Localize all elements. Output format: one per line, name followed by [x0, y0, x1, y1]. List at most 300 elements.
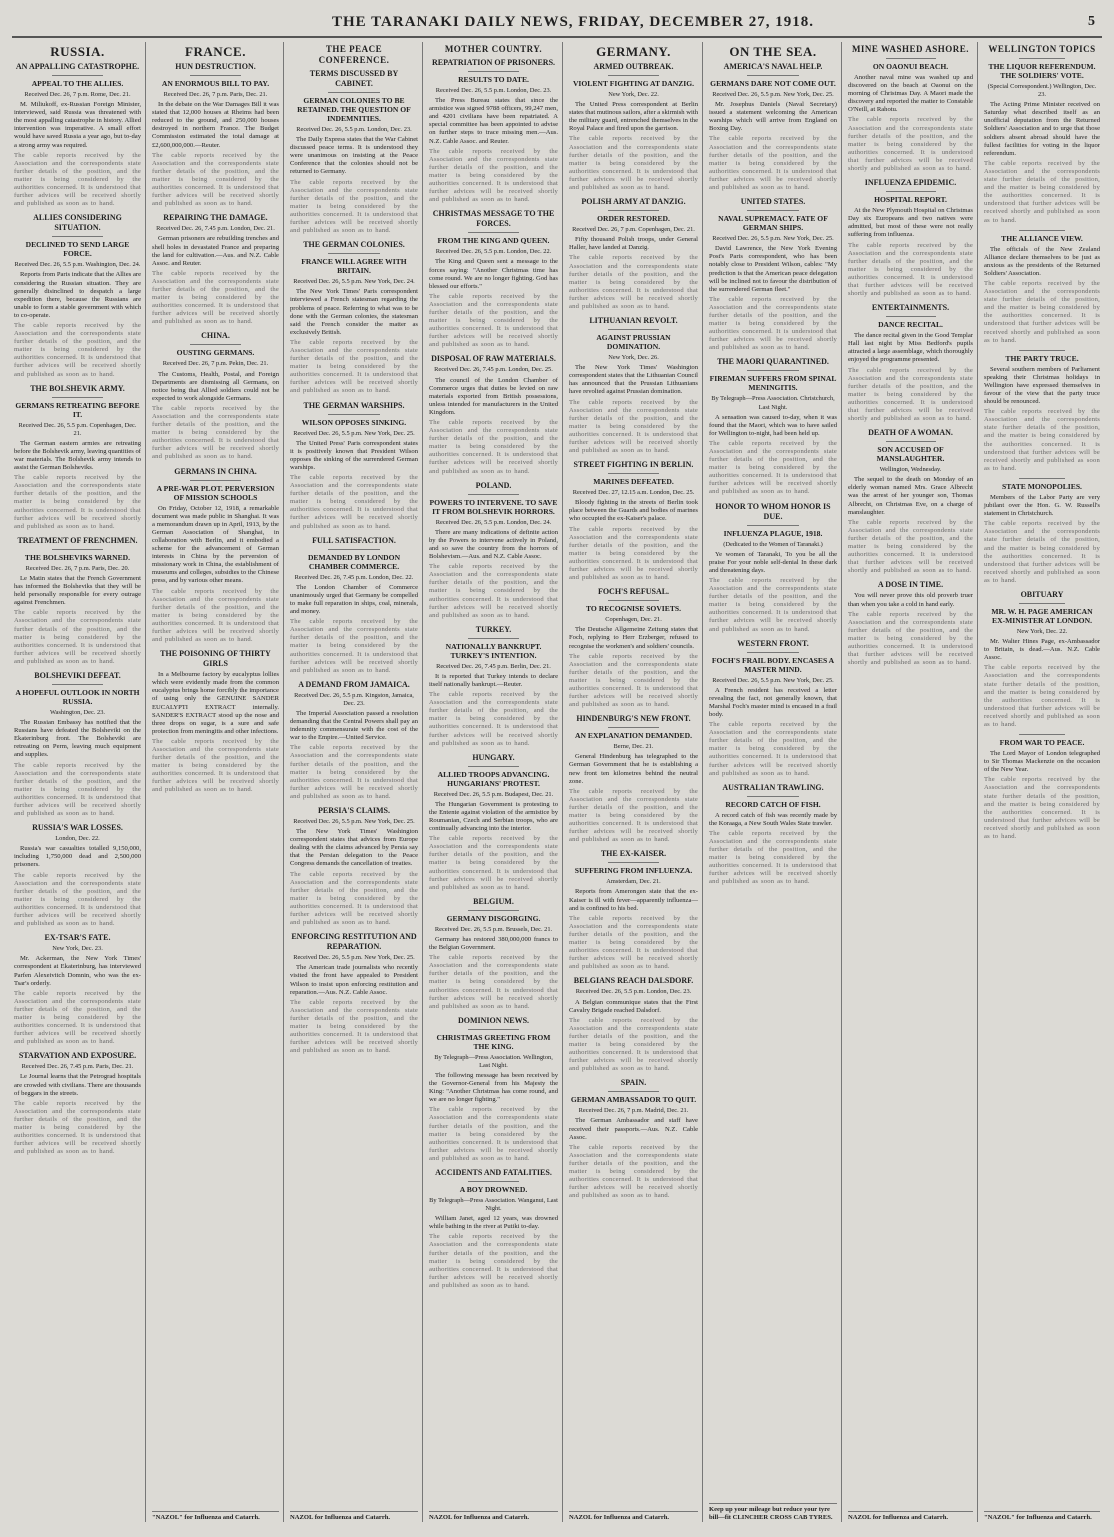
article-body: In a Melbourne factory by eucalyptus lollies which were evidently made from the common eucalyptus brings home forcibly the importance of using only the GENUINE SANDER EUCALYPTI EXTRACT internally. SANDER'S EXTRACT stood up the nose and three drops on sugar, is a sure and safe protection from meningitis and other infections. — [152, 671, 279, 735]
column-8 — [980, 42, 1104, 1522]
article-subheading: FROM WAR TO PEACE. — [999, 738, 1085, 748]
text-texture: The cable reports received by the Association and the correspondents state further details of the position, and the matter is being considered by the authorities concerned. It is understood that further advices will be received shortly and published as soon as to hand. — [569, 787, 698, 844]
article-body: The London Chamber of Commerce unanimously urged that Germany be compelled to make full reparation in ships, coal, minerals, and money. — [290, 583, 418, 616]
text-texture: The cable reports received by the Association and the correspondents state further details of the position, and the matter is being considered by the authorities concerned. It is understood that further advices will be received shortly and published as soon as to hand. — [569, 135, 698, 192]
article — [152, 649, 279, 794]
column-heading: ON THE SEA. — [729, 44, 817, 59]
article-dateline: Received Dec. 26, 7.45 p.m. Paris, Dec. 21. — [21, 1063, 134, 1071]
article-dateline: Received Dec. 26, 5.5 p.m. New York, Dec. 25. — [293, 429, 415, 437]
text-texture: The cable reports received by the Association and the correspondents state further details of the position, and the matter is being considered by the authorities concerned. It is understood that further advices will be received shortly and published as soon as to hand. — [984, 279, 1100, 344]
article-body: German prisoners are rebuilding trenches and shell holes in devastated France and preparing the land for cultivation.—Aus. and N.Z. Cable Assoc. and Reuter. — [152, 235, 279, 267]
article — [429, 753, 558, 892]
article-body: The Russian Embassy has notified that the Russians have defeated the Bolsheviki on the Ekaterinburg front. The Bolsheviki are retreating on Perm, leaving much equipment and supplies. — [14, 719, 141, 759]
article-subheading: NAVAL SUPREMACY. FATE OF GERMAN SHIPS. — [718, 214, 828, 233]
article-subheading: OUSTING GERMANS. — [176, 348, 255, 358]
article-dateline: By Telegraph—Press Association. Christchurch, Last Night. — [711, 395, 835, 411]
article-dateline: Received Dec. 26, 7.45 p.m. London, Dec. 22. — [294, 573, 414, 581]
article — [14, 671, 141, 818]
column-heading: RUSSIA. — [50, 44, 105, 59]
article-subheading: FIREMAN SUFFERS FROM SPINAL MENINGITIS. — [709, 374, 837, 393]
article-subheading: DECLINED TO SEND LARGE FORCE. — [25, 240, 130, 259]
text-texture: The cable reports received by the Association and the correspondents state further details of the position, and the matter is being considered by the authorities concerned. It is understood that further advices will be received shortly and published as soon as to hand. — [709, 295, 837, 352]
text-texture: The cable reports received by the Association and the correspondents state further details of the position, and the matter is being considered by the authorities concerned. It is understood that further advices will be received shortly and published as soon as to hand. — [429, 691, 558, 747]
article-body: You will never prove this old proverb truer than when you take a cold in hand early. — [848, 592, 973, 608]
article-dateline: Copenhagen, Dec. 21. — [605, 616, 662, 624]
text-texture: The cable reports received by the Association and the correspondents state further details of the position, and the matter is being considered by the authorities concerned. It is understood that further advices will be received shortly and published as soon as to hand. — [848, 518, 973, 575]
article-dateline: Received Dec. 26, 5.5 p.m. London, Dec. 24. — [435, 518, 552, 526]
article-dateline: New York, Dec. 22. — [1016, 627, 1068, 635]
article-headline: BELGIANS REACH DALSDORF. — [573, 976, 694, 986]
article — [14, 933, 141, 1046]
text-texture: The cable reports received by the Association and the correspondents state further details of the position, and the matter is being considered by the authorities concerned. It is understood that further advices will be received shortly and published as soon as to hand. — [14, 1099, 141, 1156]
column-1 — [10, 42, 146, 1522]
article-subheading: VIOLENT FIGHTING AT DANZIG. — [572, 79, 695, 88]
article-headline: UNITED STATES. — [740, 197, 806, 207]
article — [429, 897, 558, 1011]
article-headline: INFLUENZA EPIDEMIC. — [864, 178, 957, 188]
text-texture: The cable reports received by the Association and the correspondents state further details of the position, and the matter is being considered by the authorities concerned. It is understood that further advices will be received shortly and published as soon as to hand. — [14, 871, 141, 928]
masthead-title: THE TARANAKI DAILY NEWS, FRIDAY, DECEMBER 27, 1918. — [332, 14, 815, 30]
article — [984, 230, 1100, 345]
article — [429, 209, 558, 349]
article-body: A record catch of fish was recently made by the Koraaga, a New South Wales State trawler. — [709, 811, 837, 827]
article-headline: A DEMAND FROM JAMAICA. — [298, 679, 410, 689]
article — [709, 62, 837, 192]
article-body: In the debate on the War Damages Bill it was stated that 12,000 houses at Rheims had been reduced to the ground, and 250,000 houses destroyed in northern France. The Budget Commission estimated the total damage at £2,600,000,000.—Reuter. — [152, 101, 279, 149]
article-dateline: Received Dec. 26, 5.5 p.m. Budapest, Dec. 21. — [433, 790, 554, 798]
article-body: William Janet, aged 12 years, was drowned while bathing in the river at Putiki to-day. — [429, 1215, 558, 1231]
article-headline: TERMS DISCUSSED BY CABINET. — [309, 69, 399, 88]
article-body: The Hungarian Government is protesting to the Entente against violation of the armistice by Roumanian, Czech and Serbian troops, who are continually advancing into the interior. — [429, 800, 558, 833]
article — [429, 481, 558, 620]
article-body: The Lord Mayor of London telegraphed to Sir Thomas Mackenzie on the occasion of the New Year. — [984, 750, 1100, 774]
article-dateline: Received Dec. 26, 5.5 p.m. New York, Dec. 25. — [293, 954, 415, 962]
article-dateline: (Dedicated to the Women of Taranaki.) — [723, 540, 823, 548]
column-heading: FRANCE. — [185, 44, 246, 59]
article — [14, 536, 141, 666]
text-texture: The cable reports received by the Association and the correspondents state further details of the position, and the matter is being considered by the authorities concerned. It is understood that further advices will be received shortly and published as soon as to hand. — [569, 254, 698, 310]
article — [290, 806, 418, 927]
article-dateline: Received Dec. 26, 5.5 p.m. London, Dec. 22. — [435, 248, 552, 256]
advertisement: NAZOL for Influenza and Catarrh. — [429, 1511, 558, 1522]
article-dateline: Washington, Dec. 23. — [49, 708, 106, 716]
article-headline: ALLIES CONSIDERING SITUATION. — [33, 213, 122, 233]
newspaper-columns — [10, 42, 1104, 1522]
article-dateline: London, Dec. 22. — [55, 835, 100, 843]
article — [290, 240, 418, 395]
article-subheading: SUFFERING FROM INFLUENZA. — [574, 866, 693, 876]
article-subheading: FOCH'S FRAIL BODY. ENCASES A MASTER MIND. — [711, 655, 835, 674]
article-body: Another naval mine was washed up and discovered on the beach at Oaonui on the morning of Christmas Day. A Maori made the discovery and reported the matter to Constable O'Neill, at Rahotu. — [848, 74, 973, 114]
advertisement: NAZOL for Influenza and Catarrh. — [290, 1511, 418, 1522]
article-subheading: AGAINST PRUSSIAN DOMINATION. — [596, 333, 671, 352]
article-subheading: A PRE-WAR PLOT. PERVERSION OF MISSION SCHOOLS — [156, 483, 275, 502]
text-texture: The cable reports received by the Association and the correspondents state further details of the position, and the matter is being considered by the authorities concerned. It is understood that further advices will be received shortly and published as soon as to hand. — [14, 609, 141, 665]
article-subheading: HOSPITAL REPORT. — [874, 195, 947, 205]
article-headline: OBITUARY — [1020, 589, 1064, 599]
text-texture: The cable reports received by the Association and the correspondents state further details of the position, and the matter is being considered by the authorities concerned. It is understood that further advices will be received shortly and published as soon as to hand. — [984, 408, 1100, 472]
article — [848, 580, 973, 667]
article-headline: POLAND. — [475, 480, 512, 490]
article-body: Russia's war casualties totalled 9,150,000, including 1,750,000 dead and 2,500,000 prisoners. — [14, 845, 141, 869]
article-body: Reports from Amerongen state that the ex-Kaiser is ill with fever—apparently influenza—and is confined to his bed. — [569, 888, 698, 912]
column-4 — [425, 42, 563, 1522]
article-body: The Deutsche Allgemeine Zeitung states that Foch, replying to Herr Erzberger, refused to recognise the workmen's and soldiers' councils. — [569, 626, 698, 650]
article-body: Mr. Walter Hines Page, ex-Ambassador to Britain, is dead.—Aus. N.Z. Cable Assoc. — [984, 638, 1100, 662]
article — [848, 303, 973, 423]
article-headline: DEATH OF A WOMAN. — [868, 428, 953, 438]
article-dateline: Received Dec. 26, 5.5 p.m. Kingston, Jamaica, Dec. 23. — [294, 691, 414, 707]
article — [152, 467, 279, 645]
text-texture: The cable reports received by the Association and the correspondents state further details of the position, and the matter is being considered by the authorities concerned. It is understood that further advices will be received shortly and published as soon as to hand. — [569, 652, 698, 709]
text-texture: The cable reports received by the Association and the correspondents state further details of the position, and the matter is being considered by the authorities concerned. It is understood that further advices will be received shortly and published as soon as to hand. — [709, 135, 837, 192]
article — [984, 734, 1100, 841]
column-heading: MOTHER COUNTRY. — [444, 44, 543, 54]
article — [984, 58, 1100, 225]
text-texture: The cable reports received by the Association and the correspondents state further details of the position, and the matter is being considered by the authorities concerned. It is understood that further advices will be received shortly and published as soon as to hand. — [429, 835, 558, 891]
article-body: It is reported that Turkey intends to declare itself nationally bankrupt.—Reuter. — [429, 672, 558, 688]
article — [848, 428, 973, 575]
article — [152, 331, 279, 461]
article — [152, 213, 279, 326]
article — [569, 62, 698, 192]
text-texture: The cable reports received by the Association and the correspondents state further details of the position, and the matter is being considered by the authorities concerned. It is understood that further advices will be received shortly and published as soon as to hand. — [429, 292, 558, 349]
article-subheading: ORDER RESTORED. — [597, 214, 670, 224]
article-dateline: Berne, Dec. 21. — [613, 743, 654, 751]
article-subheading: GERMAN AMBASSADOR TO QUIT. — [570, 1095, 697, 1105]
article-body: There are many indications of definite action by the Powers to intervene actively in Poland, and so save the country from the horrors of Bolshevism.—Aus. and N.Z. Cable Assoc. — [429, 528, 558, 561]
column-2 — [148, 42, 284, 1522]
article-headline: STREET FIGHTING IN BERLIN. — [573, 460, 694, 470]
article-body: A sensation was caused to-day, when it was found that the Maori, which was to have sailed for Wellington to-night, had been held up. — [709, 413, 837, 437]
article-headline: FOCH'S REFUSAL. — [597, 587, 670, 597]
article-headline: PERSIA'S CLAIMS. — [317, 806, 390, 815]
article-dateline: Received Dec. 27, 12.15 a.m. London, Dec. 25. — [572, 489, 695, 497]
text-texture: The cable reports received by the Association and the correspondents state further details of the position, and the matter is being considered by the authorities concerned. It is understood that further advices will be received shortly and published as soon as to hand. — [290, 474, 418, 530]
article-headline: HONOR TO WHOM HONOR IS DUE. — [715, 501, 831, 521]
article-headline: THE EX-KAISER. — [600, 849, 667, 859]
article — [569, 460, 698, 582]
article-headline: STARVATION AND EXPOSURE. — [18, 1051, 137, 1061]
text-texture: The cable reports received by the Association and the correspondents state further details of the position, and the matter is being considered by the authorities concerned. It is understood that further advices will be received shortly and published as soon as to hand. — [848, 366, 973, 423]
text-texture: The cable reports received by the Association and the correspondents state further details of the position, and the matter is being considered by the authorities concerned. It is understood that further advices will be received shortly and published as soon as to hand. — [152, 404, 279, 461]
article-dateline: Received Dec. 26, 7 p.m. Rome, Dec. 21. — [24, 91, 131, 98]
text-texture: The cable reports received by the Association and the correspondents state further details of the position, and the matter is being considered by the authorities concerned. It is understood that further advices will be received shortly and published as soon as to hand. — [848, 241, 973, 298]
article-subheading: POWERS TO INTERVENE. TO SAVE IT FROM BOLSHEVIK HORRORS. — [429, 497, 558, 516]
article-body: The Imperial Association passed a resolution demanding that the Central Powers shall pay an indemnity commensurate with the cost of the war to the Empire.—United Service. — [290, 709, 418, 742]
article-body: M. Miliukoff, ex-Russian Foreign Minister, interviewed, said Russia was threatened with the most appalling catastrophe in history. Allied intervention was imperative. A small effort would have saved Russia a year ago, but to-day a strong army was required. — [14, 101, 141, 149]
article — [14, 823, 141, 928]
article — [290, 680, 418, 801]
article-subheading: ON OAONUI BEACH. — [872, 62, 949, 71]
article-body: The American trade journalists who recently visited the front have appealed to President Wilson to insist upon enforcing restitution and reparation.—Aus. N.Z. Cable Assoc. — [290, 964, 418, 996]
article-headline: TURKEY. — [475, 624, 512, 634]
article — [290, 69, 418, 235]
text-texture: The cable reports received by the Association and the correspondents state further details of the position, and the matter is being considered by the authorities concerned. It is understood that further advices will be received shortly and published as soon as to hand. — [429, 419, 558, 475]
article-body: A French resident has received a letter revealing the fact, not generally known, that Marshal Foch's master mind is encased in a frail body. — [709, 686, 837, 718]
article-subheading: AN ENORMOUS BILL TO PAY. — [161, 79, 270, 88]
article-body: At the New Plymouth Hospital on Christmas Day six Europeans and two natives were admitted, but most of these were not really suffering from influenza. — [848, 207, 973, 239]
article-headline: BELGIUM. — [473, 896, 514, 906]
article-subheading: GERMANY DISGORGING. — [446, 913, 541, 923]
article-body: The officials of the New Zealand Alliance declare themselves to be just as anxious as the presidents of the Returned Soldiers' Association. — [984, 245, 1100, 277]
column-heading: THE PEACE CONFERENCE. — [318, 44, 390, 65]
article-body: On Friday, October 12, 1918, a remarkable document was made public in Shanghai. It was a memorandum drawn up in April, 1913, by the German Association of Shanghai, in collaboration with Berlin, and it embodied a scheme for the advancement of German interests in China by the perversion of missionary work in China, the establishment of museums and colleges, subsidies to the Chinese press, and by various other means. — [152, 504, 279, 585]
article-subheading: STATE MONOPOLIES. — [1002, 481, 1082, 491]
text-texture: The cable reports received by the Association and the correspondents state further details of the position, and the matter is being considered by the authorities concerned. It is understood that further advices will be received shortly and published as soon as to hand. — [290, 998, 418, 1055]
article-subheading: MARINES DEFEATED. — [593, 477, 674, 487]
article-dateline: Amsterdam, Dec. 21. — [606, 878, 661, 886]
text-texture: The cable reports received by the Association and the correspondents state further details of the position, and the matter is being considered by the authorities concerned. It is understood that further advices will be received shortly and published as soon as to hand. — [709, 829, 837, 886]
article — [429, 1016, 558, 1163]
article-dateline: Received Dec. 26, 7.45 p.m. London, Dec. 25. — [434, 366, 553, 374]
article-dateline: By Telegraph—Press Association. Wanganui, Last Night. — [429, 1197, 558, 1213]
article-subheading: THE LIQUOR REFERENDUM. THE SOLDIERS' VOTE. — [988, 62, 1096, 80]
text-texture: The cable reports received by the Association and the correspondents state further details of the position, and the matter is being considered by the authorities concerned. It is understood that further advices will be received shortly and published as soon as to hand. — [984, 776, 1100, 841]
article-dateline: By Telegraph—Press Association. Wellington, Last Night. — [434, 1053, 553, 1069]
article — [709, 639, 837, 778]
article-dateline: Received Dec. 26, 5.5 p.m. New York, Dec. 25. — [712, 91, 834, 98]
article-headline: TREATMENT OF FRENCHMEN. — [17, 535, 138, 545]
article-body: Mr. Ackerman, the New York Times' correspondent at Ekaterinburg, has interviewed Parfen Alexeivitch Domnin, who was the ex-Tsar's orderly. — [14, 955, 141, 987]
article — [984, 590, 1100, 729]
article — [984, 350, 1100, 473]
text-texture: The cable reports received by the Association and the correspondents state further details of the position, and the matter is being considered by the authorities concerned. It is understood that further advices will be received shortly and published as soon as to hand. — [569, 1143, 698, 1200]
column-heading: WELLINGTON TOPICS — [988, 44, 1096, 54]
article-headline: FULL SATISFACTION. — [312, 535, 396, 545]
text-texture: The cable reports received by the Association and the correspondents state further details of the position, and the matter is being considered by the authorities concerned. It is understood that further advices will be received shortly and published as soon as to hand. — [152, 737, 279, 794]
article-headline: CHRISTMAS MESSAGE TO THE FORCES. — [432, 209, 555, 229]
article-body: The following message has been received by the Governor-General from his Majesty the King: "Another Christmas has come round, and we are no longer fighting." — [429, 1071, 558, 1104]
article-body: Several southern members of Parliament speaking their Christmas holidays in Wellington have expressed themselves in favour of the view that the party truce should be renounced. — [984, 365, 1100, 406]
article-headline: ACCIDENTS AND FATALITIES. — [435, 1168, 552, 1177]
article-body: Bloody fighting in the streets of Berlin took place between the Guards and bodies of marines who occupied the ex-Kaiser's palace. — [569, 499, 698, 523]
advertisement: Keep up your mileage but reduce your tyre bill—fit CLINCHER CROSS CAB TYRES. — [709, 1503, 837, 1522]
article-subheading: AN EXPLANATION DEMANDED. — [575, 731, 692, 741]
article-dateline: Received Dec. 26, 5.5 p.m. Washington, Dec. 24. — [14, 261, 141, 269]
article-body: The dance recital given in the Good Templar Hall last night by Miss Bedford's pupils attracted a large assemblage, which thoroughly enjoyed the programme presented. — [848, 332, 973, 364]
article-subheading: APPEAL TO THE ALLIES. — [31, 79, 124, 88]
article-subheading: A BOY DROWNED. — [459, 1185, 528, 1194]
article-body: The New York Times' Washington correspondent states that the Lithuanian Council has announced that the Prussian Lithuanians have revolted against Prussian domination. — [569, 364, 698, 396]
article — [569, 316, 698, 455]
article-subheading: DANCE RECITAL. — [878, 320, 943, 330]
article-headline: THE MAORI QUARANTINED. — [717, 357, 829, 367]
article-dateline: Received Dec. 26, 7 p.m. Madrid, Dec. 21. — [578, 1107, 689, 1115]
article-dateline: Received Dec. 26, 7 p.m. Copenhagen, Dec. 21. — [572, 226, 695, 234]
article-subheading: INFLUENZA PLAGUE, 1918. — [723, 528, 823, 538]
text-texture: The cable reports received by the Association and the correspondents state further details of the position, and the matter is being considered by the authorities concerned. It is understood that further advices will be received shortly and published as soon as to hand. — [709, 576, 837, 633]
text-texture: The cable reports received by the Association and the correspondents state further details of the position, and the matter is being considered by the authorities concerned. It is understood that further advices will be received shortly and published as soon as to hand. — [14, 321, 141, 378]
article — [848, 178, 973, 298]
text-texture: The cable reports received by the Association and the correspondents state further details of the position, and the matter is being considered by the authorities concerned. It is understood that further advices will be received shortly and published as soon as to hand. — [290, 178, 418, 235]
page-number: 5 — [1088, 14, 1096, 29]
article-dateline: Received Dec. 26, 7.45 p.m. London, Dec. 21. — [156, 225, 275, 233]
article — [290, 401, 418, 531]
article-headline: HINDENBURG'S NEW FRONT. — [576, 714, 691, 724]
advertisement: "NAZOL" for Influenza and Catarrh. — [984, 1511, 1100, 1522]
text-texture: The cable reports received by the Association and the correspondents state further details of the position, and the matter is being considered by the authorities concerned. It is understood that further advices will be received shortly and published as soon as to hand. — [14, 989, 141, 1046]
article-headline: REPAIRING THE DAMAGE. — [163, 213, 268, 223]
advertisement: NAZOL for Influenza and Catarrh. — [848, 1511, 973, 1522]
article-headline: DISPOSAL OF RAW MATERIALS. — [431, 354, 556, 364]
article-body: Germany has restored 380,000,000 francs to the Belgian Government. — [429, 935, 558, 952]
article — [290, 932, 418, 1055]
text-texture: The cable reports received by the Association and the correspondents state further details of the position, and the matter is being considered by the authorities concerned. It is understood that further advices will be received shortly and published as soon as to hand. — [152, 269, 279, 326]
article — [14, 1051, 141, 1156]
column-3 — [286, 42, 423, 1522]
article-subheading: THE ALLIANCE VIEW. — [1001, 233, 1083, 243]
article-dateline: Received Dec. 26, 7 p.m. Pekin, Dec. 21. — [162, 360, 269, 368]
article-body: The council of the London Chamber of Commerce urges that duties be levied on raw materials exported from British possessions, unless intended for manufacturers in the United Kingdom. — [429, 376, 558, 416]
article — [709, 197, 837, 352]
article-dateline: Received Dec. 26, 5.5 p.m. New York, Dec. 25. — [293, 818, 415, 825]
article — [14, 384, 141, 531]
text-texture: The cable reports received by the Association and the correspondents state further details of the position, and the matter is being considered by the authorities concerned. It is understood that further advices will be received shortly and published as soon as to hand. — [569, 525, 698, 582]
article-subheading: FRANCE WILL AGREE WITH BRITAIN. — [301, 257, 407, 276]
article-headline: HUN DESTRUCTION. — [175, 62, 256, 71]
advertisement: NAZOL for Influenza and Catarrh. — [569, 1511, 698, 1522]
article-headline: POLISH ARMY AT DANZIG. — [581, 197, 686, 207]
article-headline: REPATRIATION OF PRISONERS. — [431, 58, 556, 67]
article-dateline: Received Dec. 26, 5.5 p.m. London, Dec. 23. — [296, 126, 412, 133]
article-body: Reports from Paris indicate that the Allies are considering the Russian situation. They are generally disinclined to despatch a large expedition there, because the Russians are unable to form a stable government with which to co-operate. — [14, 271, 141, 319]
article — [569, 1078, 698, 1200]
article-body: The German eastern armies are retreating before the Bolshevik army, leaving quantities of war materials. The Bolshevik army intends to assist the German Bolsheviks. — [14, 439, 141, 472]
article-body: David Lawrence, the New York Evening Post's Paris correspondent, who has been notably close to President Wilson, cables: "My prediction is that the American peace delegation will be inclined not to favour the distribution of the surrendered German fleet." — [709, 245, 837, 293]
article — [14, 213, 141, 378]
article-subheading: FROM THE KING AND QUEEN. — [437, 236, 550, 246]
article-subheading: RESULTS TO DATE. — [458, 75, 529, 84]
article-subheading: A HOPEFUL OUTLOOK IN NORTH RUSSIA. — [15, 687, 140, 706]
article-body: Mr. Josephus Daniels (Naval Secretary) issued a statement welcoming the American warships which will arrive from England on Boxing Day. — [709, 101, 837, 133]
text-texture: The cable reports received by the Association and the correspondents state further details of the position, and the matter is being considered by the authorities concerned. It is understood that further advices will be received shortly and published as soon as to hand. — [14, 151, 141, 208]
article-headline: AUSTRALIAN TRAWLING. — [722, 782, 824, 792]
article-headline: WESTERN FRONT. — [737, 638, 809, 648]
article-subheading: CHRISTMAS GREETING FROM THE KING. — [436, 1032, 551, 1051]
article — [984, 478, 1100, 585]
column-7 — [844, 42, 978, 1522]
article-subheading: GERMANS DARE NOT COME OUT. — [710, 79, 836, 88]
article-body: Members of the Labor Party are very jubilant over the Hon. G. W. Russell's statement in Christchurch. — [984, 493, 1100, 518]
article-body: The United Press' Paris correspondent states it is positively known that President Wilson opposes the sinking of the surrendered German warships. — [290, 439, 418, 471]
text-texture: The cable reports received by the Association and the correspondents state further details of the position, and the matter is being considered by the authorities concerned. It is understood that further advices will be received shortly and published as soon as to hand. — [709, 721, 837, 777]
article-body: The Daily Express states that the War Cabinet discussed peace terms. It is understood they were unanimous on insisting at the Peace Conference that the colonies should not be returned to Germany. — [290, 136, 418, 176]
article-dateline: New York, Dec. 22. — [608, 91, 659, 98]
article-dateline: Received Dec. 26, 7.45 p.m. Berlin, Dec. 21. — [436, 662, 551, 670]
text-texture: The cable reports received by the Association and the correspondents state further details of the position, and the matter is being considered by the authorities concerned. It is understood that further advices will be received shortly and published as soon as to hand. — [429, 1233, 558, 1289]
article-headline: THE POISONING OF THIRTY GIRLS — [160, 649, 271, 669]
advertisement: "NAZOL" for Influenza and Catarrh. — [152, 1511, 279, 1522]
article-body: Le Journal learns that the Petrograd hospitals are crowded with civilians. There are thousands of beggars in the streets. — [14, 1073, 141, 1097]
article-body: The Press Bureau states that since the armistice was signed 9788 officers, 99,247 men, and 4201 civilians have been repatriated. A special committee has been appointed to advise on further steps to trace missing men.—Aus. N.Z. Cable Assoc. and Reuter. — [429, 97, 558, 145]
text-texture: The cable reports received by the Association and the correspondents state further details of the position, and the matter is being considered by the authorities concerned. It is understood that further advices will be received shortly and published as soon as to hand. — [984, 520, 1100, 584]
text-texture: The cable reports received by the Association and the correspondents state further details of the position, and the matter is being considered by the authorities concerned. It is understood that further advices will be received shortly and published as soon as to hand. — [290, 338, 418, 395]
text-texture: The cable reports received by the Association and the correspondents state further details of the position, and the matter is being considered by the authorities concerned. It is understood that further advices will be received shortly and published as soon as to hand. — [848, 116, 973, 173]
article — [848, 58, 973, 173]
text-texture: The cable reports received by the Association and the correspondents state further details of the position, and the matter is being considered by the authorities concerned. It is understood that further advices will be received shortly and published as soon as to hand. — [709, 439, 837, 496]
article-dateline: New York, Dec. 23. — [52, 945, 103, 953]
article-subheading: TO RECOGNISE SOVIETS. — [585, 604, 682, 614]
article-subheading: THE PARTY TRUCE. — [1005, 353, 1079, 363]
article — [290, 536, 418, 675]
article — [569, 197, 698, 311]
text-texture: The cable reports received by the Association and the correspondents state further details of the position, and the matter is being considered by the authorities concerned. It is understood that further advices will be received shortly and published as soon as to hand. — [152, 587, 279, 644]
article — [709, 783, 837, 887]
article — [429, 354, 558, 475]
column-6 — [705, 42, 842, 1522]
text-texture: The cable reports received by the Association and the correspondents state further details of the position, and the matter is being considered by the authorities concerned. It is understood that further advices will be received shortly and published as soon as to hand. — [290, 618, 418, 674]
text-texture: The cable reports received by the Association and the correspondents state further details of the position, and the matter is being considered by the authorities concerned. It is understood that further advices will be received shortly and published as soon as to hand. — [14, 474, 141, 530]
article-headline: CHINA. — [201, 331, 230, 341]
article-body: The Customs, Health, Postal, and Foreign Departments are dismissing all Germans, on notice being that Allied soldiers could not be expected to work alongside Germans. — [152, 370, 279, 402]
article — [709, 357, 837, 496]
article-headline: ENTERTAINMENTS. — [871, 303, 950, 313]
article-body: A Belgian communique states that the First Cavalry Brigade reached Dalsdorf. — [569, 998, 698, 1014]
article-dateline: Received Dec. 26, 5.5 p.m. New York, Dec. 25. — [712, 235, 834, 243]
article-subheading: RECORD CATCH OF FISH. — [725, 799, 821, 809]
article-body: The King and Queen sent a message to the forces saying: "Another Christmas time has come round. We are no longer fighting. God has blessed our efforts." — [429, 258, 558, 290]
column-heading: GERMANY. — [596, 44, 671, 59]
article — [429, 625, 558, 748]
article-headline: ARMED OUTBREAK. — [593, 62, 674, 71]
article-body: General Hindenburg has telegraphed to the German Government that he is establishing a new front ten kilometres behind the neutral zone. — [569, 753, 698, 785]
article-subheading: GERMANS RETREATING BEFORE IT. — [15, 400, 140, 419]
article-headline: AMERICA'S NAVAL HELP. — [723, 62, 823, 71]
article-dateline: Received Dec. 26, 5.5 p.m. Brussels, Dec. 21. — [434, 925, 553, 933]
text-texture: The cable reports received by the Association and the correspondents state further details of the position, and the matter is being considered by the authorities concerned. It is understood that further advices will be received shortly and published as soon as to hand. — [569, 1016, 698, 1073]
article-dateline: Received Dec. 26, 5.5 p.m. London, Dec. 23. — [575, 988, 692, 996]
article-headline: HUNGARY. — [472, 752, 515, 762]
article — [709, 502, 837, 634]
article-dateline: New York, Dec. 26. — [608, 354, 659, 362]
article-subheading: DEMANDED BY LONDON CHAMBER COMMERCE. — [307, 552, 401, 571]
article-dateline: Received Dec. 26, 7 p.m. Paris, Dec. 20. — [25, 564, 130, 572]
article-subheading: NATIONALLY BANKRUPT. TURKEY'S INTENTION. — [445, 641, 542, 660]
article-body: The United Press correspondent at Berlin states that mutinous sailors, after a skirmish with the military guard, entrenched themselves in the Royal Palace and fired upon the garrison. — [569, 101, 698, 133]
column-heading: MINE WASHED ASHORE. — [851, 44, 970, 54]
article-headline: AN APPALLING CATASTROPHE. — [15, 62, 140, 71]
article-dateline: (Special Correspondent.) Wellington, Dec. 23. — [987, 83, 1097, 99]
article — [152, 62, 279, 208]
text-texture: The cable reports received by the Association and the correspondents state further details of the position, and the matter is being considered by the authorities concerned. It is understood that further advices will be received shortly and published as soon as to hand. — [429, 954, 558, 1010]
text-texture: The cable reports received by the Association and the correspondents state further details of the position, and the matter is being considered by the authorities concerned. It is understood that further advices will be received shortly and published as soon as to hand. — [429, 563, 558, 619]
article-headline: THE BOLSHEVIK ARMY. — [30, 383, 125, 393]
article-subheading: THE BOLSHEVIKS WARNED. — [24, 552, 131, 562]
article-body: The sequel to the death on Monday of an elderly woman named Mrs. Grace Albrecht was the arrest of her younger son, Thomas Albrecht, on Christmas Eve, on a charge of manslaughter. — [848, 476, 973, 516]
column-5 — [565, 42, 703, 1522]
article-body: Le Matin states that the French Government has informed the Bolsheviks that they will be held personally responsible for every outrage against Frenchmen. — [14, 574, 141, 607]
article-headline: GERMANS IN CHINA. — [174, 466, 257, 476]
text-texture: The cable reports received by the Association and the correspondents state further details of the position, and the matter is being considered by the authorities concerned. It is understood that further advices will be received shortly and published as soon as to hand. — [429, 147, 558, 204]
text-texture: The cable reports received by the Association and the correspondents state further details of the position, and the matter is being considered by the authorities concerned. It is understood that further advices will be received shortly and published as soon as to hand. — [569, 398, 698, 455]
text-texture: The cable reports received by the Association and the correspondents state further details of the position, and the matter is being considered by the authorities concerned. It is understood that further advices will be received shortly and published as soon as to hand. — [14, 761, 141, 818]
article-headline: THE GERMAN WARSHIPS. — [303, 400, 405, 410]
text-texture: The cable reports received by the Association and the correspondents state further details of the position, and the matter is being considered by the authorities concerned. It is understood that further advices will be received shortly and published as soon as to hand. — [290, 870, 418, 927]
article — [569, 849, 698, 971]
article-dateline: Received Dec. 26, 5.5 p.m. New York, Dec. 24. — [293, 278, 415, 286]
article-subheading: MR. W. H. PAGE AMERICAN EX-MINISTER AT LONDON. — [991, 606, 1093, 625]
article — [569, 587, 698, 709]
article-subheading: ALLIED TROOPS ADVANCING. HUNGARIANS' PROTEST. — [437, 769, 550, 788]
article-dateline: Received Dec. 26, 7 p.m. Paris, Dec. 21. — [163, 91, 268, 98]
article-headline: ENFORCING RESTITUTION AND REPARATION. — [291, 932, 417, 952]
article-dateline: Received Dec. 26, 5.5 p.m. Copenhagen, Dec. 21. — [18, 421, 137, 437]
article-subheading: GERMAN COLONIES TO BE RETAINED. THE QUESTION OF INDEMNITIES. — [297, 96, 411, 123]
article-dateline: Received Dec. 26, 5.5 p.m. New York, Dec. 25. — [712, 676, 834, 684]
article-body: Fifty thousand Polish troops, under General Haller, have landed at Danzig. — [569, 236, 698, 252]
article-dateline: Wellington, Wednesday. — [879, 466, 942, 474]
